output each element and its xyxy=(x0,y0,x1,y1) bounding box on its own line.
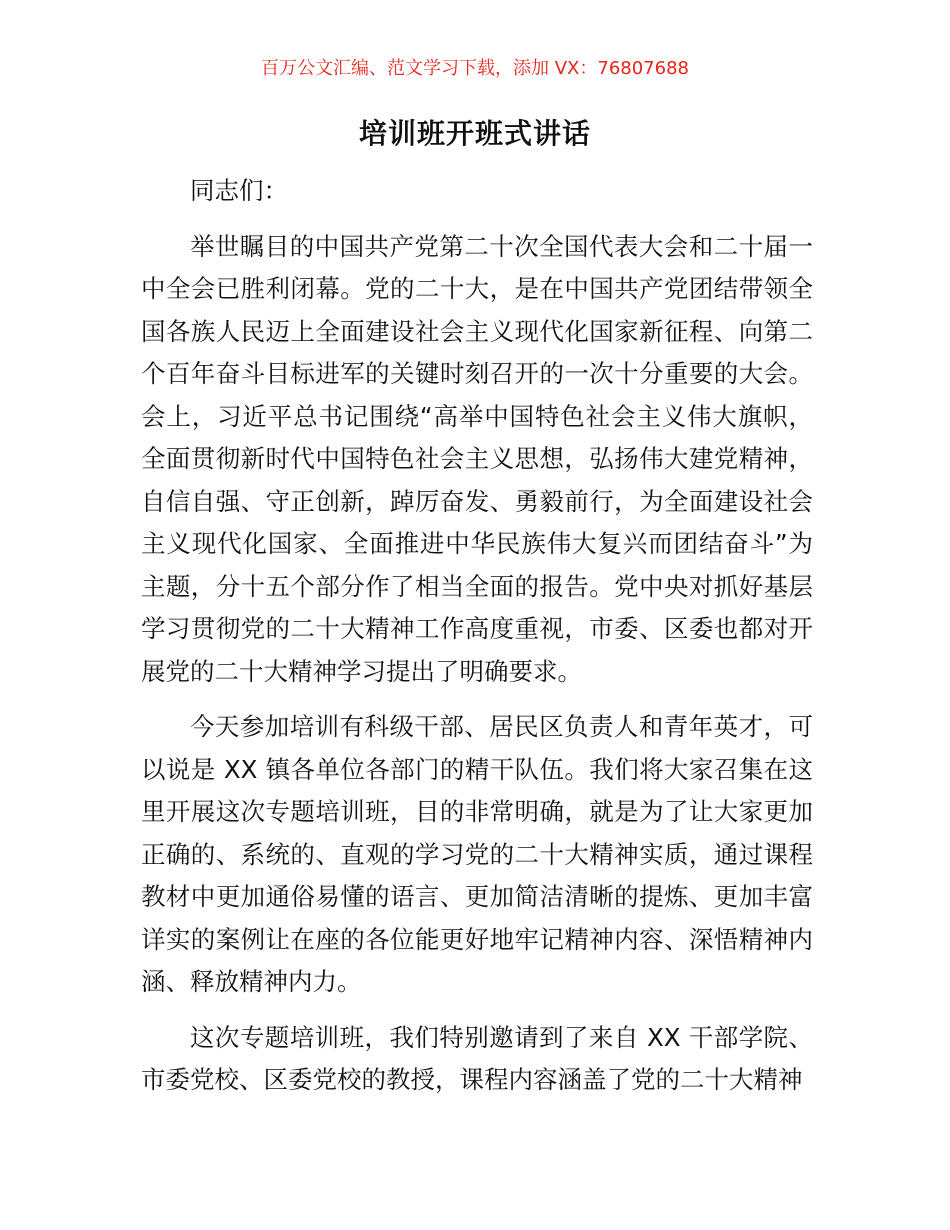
salutation: 同志们： xyxy=(190,176,288,205)
paragraph-1: 举世瞩目的中国共产党第二十次全国代表大会和二十届一中全会已胜利闭幕。党的二十大，是在中国共产党团结带领全国各族人民迈上全面建设社会主义现代化国家新征程、向第二个百年奋斗目标进军的关键时刻召开的一次十分重要的大会。会上，习近平总书记围绕“高举中国特色社会主义伟大旗帜，全面贯彻新时代中国特色社会主义思想，弘扬伟大建党精神，自信自强、守正创新，踔厉奋发、勇毅前行，为全面建设社会主义现代化国家、全面推进中华民族伟大复兴而团结奋斗”为主题，分十五个部分作了相当全面的报告。党中央对抓好基层学习贯彻党的二十大精神工作高度重视，市委、区委也都对开展党的二十大精神学习提出了明确要求。 xyxy=(141,231,813,686)
page-title: 培训班开班式讲话 xyxy=(358,117,591,150)
speech-body xyxy=(141,170,813,1115)
paragraph-3: 这次专题培训班，我们特别邀请到了来自 XX 干部学院、市委党校、区委党校的教授，课程内容涵盖了党的二十大精神 xyxy=(141,1022,813,1094)
download-notice: 百万公文汇编、范文学习下载，添加 VX：76807688 xyxy=(261,58,689,79)
paragraph-2: 今天参加培训有科级干部、居民区负责人和青年英才，可以说是 XX 镇各单位各部门的精干队伍。我们将大家召集在这里开展这次专题培训班，目的非常明确，就是为了让大家更加正确的、系统的、直观的学习党的二十大精神实质，通过课程教材中更加通俗易懂的语言、更加简洁清晰的提炼、更加丰富详实的案例让在座的各位能更好地牢记精神内容、深悟精神内涵、释放精神内力。 xyxy=(141,712,813,996)
